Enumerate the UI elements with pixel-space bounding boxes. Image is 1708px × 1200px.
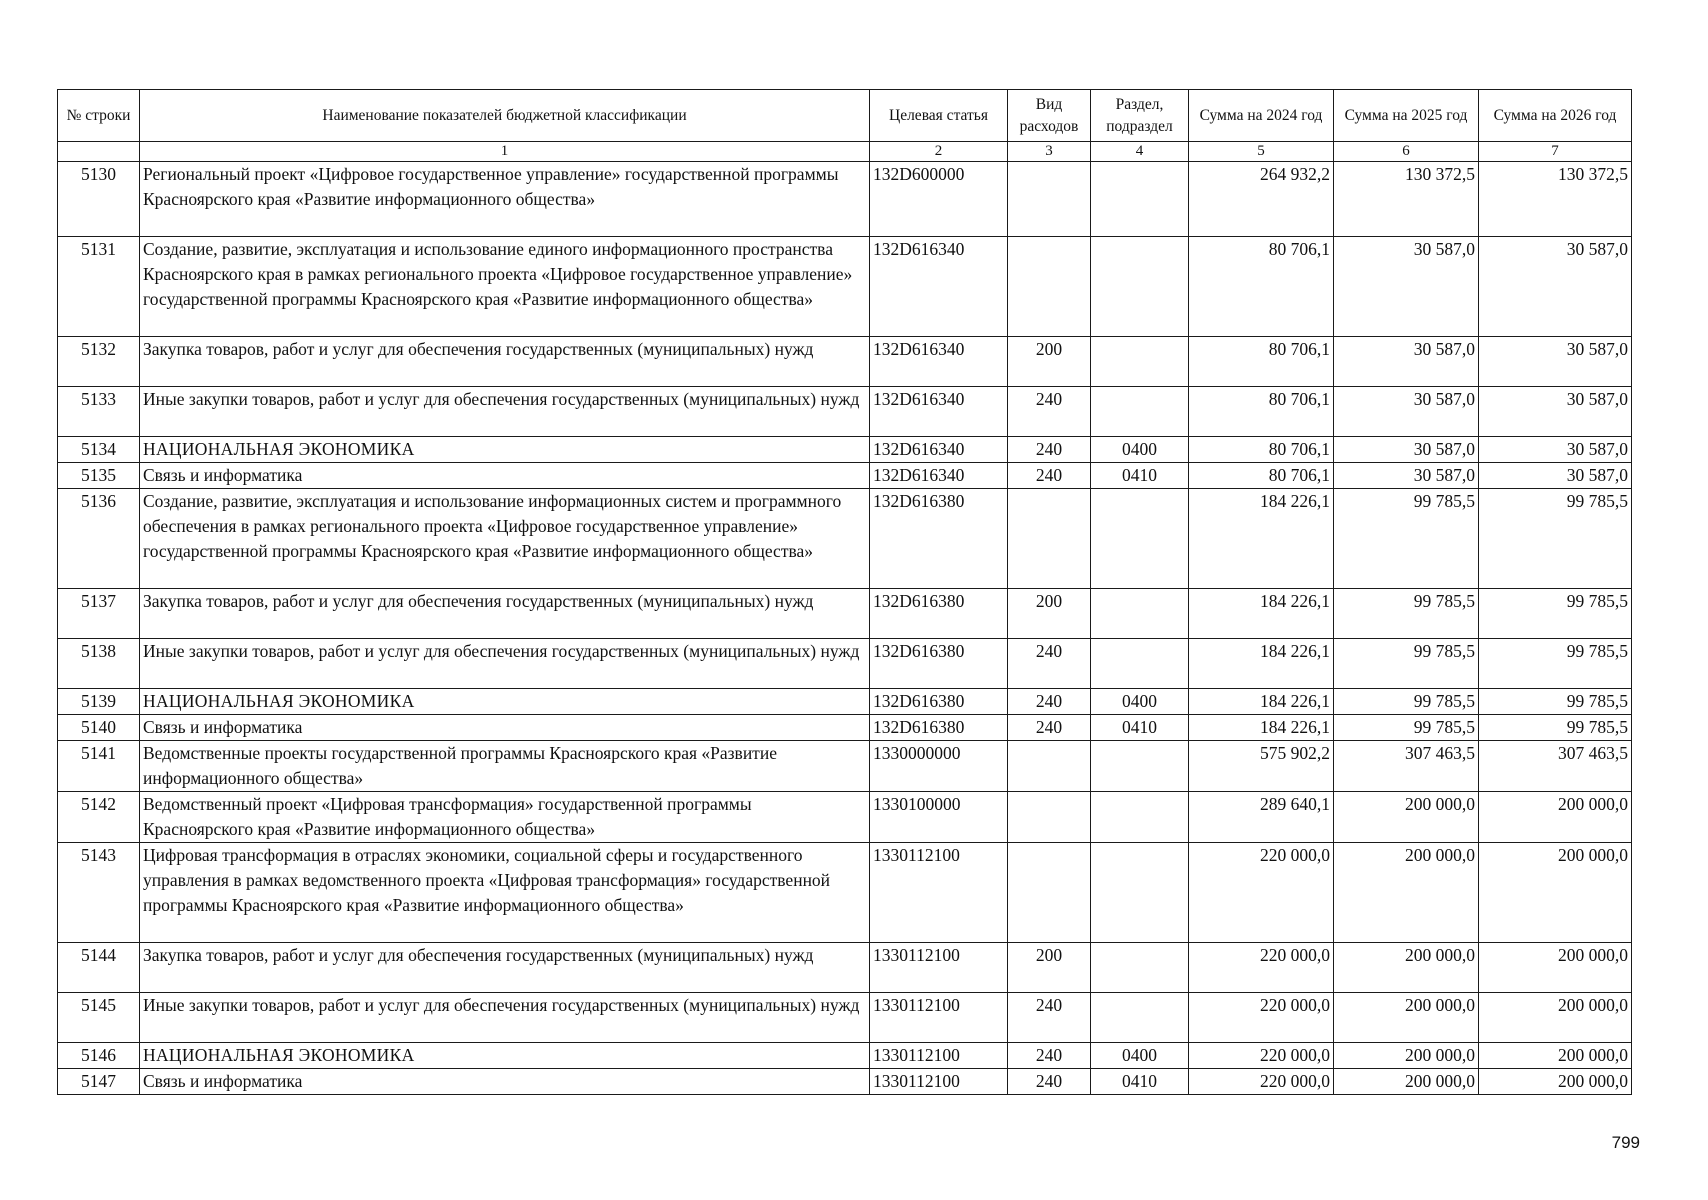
row-section bbox=[1091, 387, 1189, 437]
row-target-article: 132D616380 bbox=[870, 489, 1008, 589]
row-name: Связь и информатика bbox=[140, 463, 870, 489]
row-sum-2026: 30 587,0 bbox=[1479, 463, 1632, 489]
row-sum-2024: 80 706,1 bbox=[1189, 237, 1334, 337]
table-row bbox=[58, 943, 1632, 993]
row-section: 0410 bbox=[1091, 1069, 1189, 1095]
row-name: Ведомственный проект «Цифровая трансформация» государственной программы Красноярского края «Развитие информационного общества» bbox=[140, 792, 870, 843]
table-row bbox=[58, 715, 1632, 741]
row-sum-2025: 30 587,0 bbox=[1334, 337, 1479, 387]
row-expense-type bbox=[1008, 237, 1091, 337]
row-sum-2024: 184 226,1 bbox=[1189, 489, 1334, 589]
table-row bbox=[58, 237, 1632, 337]
row-name: Цифровая трансформация в отраслях экономики, социальной сферы и государственного управления в рамках ведомственного проекта «Цифровая трансформация» государственной программы Красноярского края «Развитие информационного общества» bbox=[140, 843, 870, 943]
table-row bbox=[58, 689, 1632, 715]
row-sum-2024: 80 706,1 bbox=[1189, 337, 1334, 387]
column-number: 5 bbox=[1189, 142, 1334, 162]
row-number: 5144 bbox=[58, 943, 140, 993]
row-target-article: 1330112100 bbox=[870, 943, 1008, 993]
row-expense-type bbox=[1008, 843, 1091, 943]
table-row bbox=[58, 337, 1632, 387]
row-name: Создание, развитие, эксплуатация и использование информационных систем и программного обеспечения в рамках регионального проекта «Цифровое государственное управление» государственной программы Красноярского края «Развитие информационного общества» bbox=[140, 489, 870, 589]
row-section: 0400 bbox=[1091, 437, 1189, 463]
row-section: 0400 bbox=[1091, 689, 1189, 715]
row-sum-2025: 30 587,0 bbox=[1334, 237, 1479, 337]
row-name: Иные закупки товаров, работ и услуг для обеспечения государственных (муниципальных) нужд bbox=[140, 639, 870, 689]
row-sum-2024: 575 902,2 bbox=[1189, 741, 1334, 792]
column-number: 4 bbox=[1091, 142, 1189, 162]
row-sum-2024: 220 000,0 bbox=[1189, 843, 1334, 943]
row-section bbox=[1091, 337, 1189, 387]
row-sum-2024: 289 640,1 bbox=[1189, 792, 1334, 843]
row-section bbox=[1091, 843, 1189, 943]
row-number: 5147 bbox=[58, 1069, 140, 1095]
row-expense-type: 240 bbox=[1008, 993, 1091, 1043]
row-name: Иные закупки товаров, работ и услуг для обеспечения государственных (муниципальных) нужд bbox=[140, 387, 870, 437]
row-expense-type: 240 bbox=[1008, 689, 1091, 715]
row-section: 0410 bbox=[1091, 715, 1189, 741]
column-number: 3 bbox=[1008, 142, 1091, 162]
row-expense-type: 240 bbox=[1008, 1043, 1091, 1069]
table-row bbox=[58, 843, 1632, 943]
row-target-article: 132D600000 bbox=[870, 162, 1008, 237]
row-sum-2024: 184 226,1 bbox=[1189, 589, 1334, 639]
table-header bbox=[58, 90, 1632, 162]
row-expense-type: 200 bbox=[1008, 943, 1091, 993]
column-number: 7 bbox=[1479, 142, 1632, 162]
row-target-article: 132D616380 bbox=[870, 589, 1008, 639]
row-target-article: 1330000000 bbox=[870, 741, 1008, 792]
column-number: 6 bbox=[1334, 142, 1479, 162]
row-sum-2025: 99 785,5 bbox=[1334, 489, 1479, 589]
header-name: Наименование показателей бюджетной классификации bbox=[140, 90, 870, 142]
row-number: 5138 bbox=[58, 639, 140, 689]
row-sum-2026: 99 785,5 bbox=[1479, 715, 1632, 741]
row-sum-2025: 30 587,0 bbox=[1334, 387, 1479, 437]
table-row bbox=[58, 489, 1632, 589]
row-number: 5146 bbox=[58, 1043, 140, 1069]
table-row bbox=[58, 463, 1632, 489]
row-target-article: 1330112100 bbox=[870, 843, 1008, 943]
row-name: Закупка товаров, работ и услуг для обеспечения государственных (муниципальных) нужд bbox=[140, 337, 870, 387]
row-section bbox=[1091, 489, 1189, 589]
budget-table bbox=[57, 89, 1632, 1095]
row-target-article: 132D616340 bbox=[870, 237, 1008, 337]
column-number-blank bbox=[58, 142, 140, 162]
row-sum-2025: 30 587,0 bbox=[1334, 463, 1479, 489]
column-number: 2 bbox=[870, 142, 1008, 162]
column-number-row bbox=[58, 142, 1632, 162]
table-row bbox=[58, 741, 1632, 792]
row-name: НАЦИОНАЛЬНАЯ ЭКОНОМИКА bbox=[140, 689, 870, 715]
row-sum-2025: 30 587,0 bbox=[1334, 437, 1479, 463]
row-target-article: 132D616340 bbox=[870, 387, 1008, 437]
row-expense-type: 240 bbox=[1008, 1069, 1091, 1095]
row-number: 5139 bbox=[58, 689, 140, 715]
row-sum-2026: 200 000,0 bbox=[1479, 993, 1632, 1043]
row-sum-2025: 99 785,5 bbox=[1334, 589, 1479, 639]
table-row bbox=[58, 387, 1632, 437]
row-sum-2026: 200 000,0 bbox=[1479, 843, 1632, 943]
row-expense-type: 200 bbox=[1008, 337, 1091, 387]
row-sum-2026: 200 000,0 bbox=[1479, 943, 1632, 993]
row-sum-2025: 200 000,0 bbox=[1334, 792, 1479, 843]
row-section bbox=[1091, 792, 1189, 843]
row-number: 5133 bbox=[58, 387, 140, 437]
row-target-article: 132D616340 bbox=[870, 463, 1008, 489]
row-sum-2026: 30 587,0 bbox=[1479, 237, 1632, 337]
row-number: 5134 bbox=[58, 437, 140, 463]
row-sum-2025: 200 000,0 bbox=[1334, 993, 1479, 1043]
row-number: 5145 bbox=[58, 993, 140, 1043]
row-number: 5142 bbox=[58, 792, 140, 843]
row-section bbox=[1091, 589, 1189, 639]
row-sum-2024: 184 226,1 bbox=[1189, 639, 1334, 689]
row-expense-type: 200 bbox=[1008, 589, 1091, 639]
row-sum-2024: 80 706,1 bbox=[1189, 387, 1334, 437]
row-number: 5135 bbox=[58, 463, 140, 489]
row-expense-type bbox=[1008, 162, 1091, 237]
row-sum-2025: 307 463,5 bbox=[1334, 741, 1479, 792]
header-sum-2026: Сумма на 2026 год bbox=[1479, 90, 1632, 142]
row-number: 5140 bbox=[58, 715, 140, 741]
row-sum-2026: 30 587,0 bbox=[1479, 337, 1632, 387]
row-target-article: 132D616380 bbox=[870, 715, 1008, 741]
row-section: 0400 bbox=[1091, 1043, 1189, 1069]
row-number: 5131 bbox=[58, 237, 140, 337]
row-sum-2025: 99 785,5 bbox=[1334, 689, 1479, 715]
row-name: Иные закупки товаров, работ и услуг для обеспечения государственных (муниципальных) нужд bbox=[140, 993, 870, 1043]
row-expense-type: 240 bbox=[1008, 437, 1091, 463]
row-name: Связь и информатика bbox=[140, 715, 870, 741]
header-expense-type: Вид расходов bbox=[1008, 90, 1091, 142]
row-sum-2024: 220 000,0 bbox=[1189, 1043, 1334, 1069]
row-number: 5132 bbox=[58, 337, 140, 387]
row-target-article: 132D616340 bbox=[870, 337, 1008, 387]
table-row bbox=[58, 1069, 1632, 1095]
row-sum-2026: 99 785,5 bbox=[1479, 489, 1632, 589]
row-expense-type: 240 bbox=[1008, 639, 1091, 689]
row-sum-2024: 184 226,1 bbox=[1189, 689, 1334, 715]
row-target-article: 132D616340 bbox=[870, 437, 1008, 463]
row-name: Закупка товаров, работ и услуг для обеспечения государственных (муниципальных) нужд bbox=[140, 589, 870, 639]
row-sum-2026: 99 785,5 bbox=[1479, 639, 1632, 689]
row-target-article: 1330112100 bbox=[870, 1069, 1008, 1095]
row-target-article: 1330112100 bbox=[870, 993, 1008, 1043]
row-sum-2026: 200 000,0 bbox=[1479, 1043, 1632, 1069]
row-name: Связь и информатика bbox=[140, 1069, 870, 1095]
row-sum-2025: 99 785,5 bbox=[1334, 639, 1479, 689]
row-sum-2024: 220 000,0 bbox=[1189, 943, 1334, 993]
table-row bbox=[58, 162, 1632, 237]
row-sum-2026: 30 587,0 bbox=[1479, 437, 1632, 463]
row-sum-2025: 99 785,5 bbox=[1334, 715, 1479, 741]
row-name: НАЦИОНАЛЬНАЯ ЭКОНОМИКА bbox=[140, 1043, 870, 1069]
row-expense-type: 240 bbox=[1008, 463, 1091, 489]
row-sum-2024: 80 706,1 bbox=[1189, 437, 1334, 463]
row-sum-2025: 200 000,0 bbox=[1334, 843, 1479, 943]
table-body bbox=[58, 162, 1632, 1095]
row-name: НАЦИОНАЛЬНАЯ ЭКОНОМИКА bbox=[140, 437, 870, 463]
row-target-article: 1330100000 bbox=[870, 792, 1008, 843]
row-section bbox=[1091, 162, 1189, 237]
table-row bbox=[58, 639, 1632, 689]
row-target-article: 132D616380 bbox=[870, 689, 1008, 715]
row-expense-type: 240 bbox=[1008, 715, 1091, 741]
row-sum-2026: 99 785,5 bbox=[1479, 589, 1632, 639]
row-sum-2025: 130 372,5 bbox=[1334, 162, 1479, 237]
header-sum-2024: Сумма на 2024 год bbox=[1189, 90, 1334, 142]
header-section: Раздел, подраздел bbox=[1091, 90, 1189, 142]
header-sum-2025: Сумма на 2025 год bbox=[1334, 90, 1479, 142]
header-target-article: Целевая статья bbox=[870, 90, 1008, 142]
row-sum-2024: 220 000,0 bbox=[1189, 1069, 1334, 1095]
row-name: Региональный проект «Цифровое государственное управление» государственной программы Красноярского края «Развитие информационного общества» bbox=[140, 162, 870, 237]
row-sum-2026: 30 587,0 bbox=[1479, 387, 1632, 437]
row-sum-2024: 80 706,1 bbox=[1189, 463, 1334, 489]
row-section bbox=[1091, 237, 1189, 337]
header-row-number: № строки bbox=[58, 90, 140, 142]
row-section: 0410 bbox=[1091, 463, 1189, 489]
row-expense-type bbox=[1008, 489, 1091, 589]
row-number: 5137 bbox=[58, 589, 140, 639]
row-sum-2026: 130 372,5 bbox=[1479, 162, 1632, 237]
table-row bbox=[58, 437, 1632, 463]
row-name: Ведомственные проекты государственной программы Красноярского края «Развитие информационного общества» bbox=[140, 741, 870, 792]
row-name: Закупка товаров, работ и услуг для обеспечения государственных (муниципальных) нужд bbox=[140, 943, 870, 993]
row-sum-2025: 200 000,0 bbox=[1334, 1069, 1479, 1095]
row-section bbox=[1091, 993, 1189, 1043]
row-section bbox=[1091, 639, 1189, 689]
row-sum-2024: 264 932,2 bbox=[1189, 162, 1334, 237]
row-expense-type bbox=[1008, 741, 1091, 792]
table-row bbox=[58, 792, 1632, 843]
row-sum-2024: 220 000,0 bbox=[1189, 993, 1334, 1043]
row-number: 5130 bbox=[58, 162, 140, 237]
row-section bbox=[1091, 943, 1189, 993]
row-sum-2026: 99 785,5 bbox=[1479, 689, 1632, 715]
row-expense-type bbox=[1008, 792, 1091, 843]
table-row bbox=[58, 993, 1632, 1043]
row-sum-2026: 307 463,5 bbox=[1479, 741, 1632, 792]
row-number: 5136 bbox=[58, 489, 140, 589]
row-section bbox=[1091, 741, 1189, 792]
page-number: 799 bbox=[1611, 1133, 1640, 1152]
row-expense-type: 240 bbox=[1008, 387, 1091, 437]
row-name: Создание, развитие, эксплуатация и использование единого информационного пространства Красноярского края в рамках регионального проекта «Цифровое государственное управление» государственной программы Красноярского края «Развитие информационного общества» bbox=[140, 237, 870, 337]
table-row bbox=[58, 589, 1632, 639]
row-sum-2025: 200 000,0 bbox=[1334, 943, 1479, 993]
row-number: 5141 bbox=[58, 741, 140, 792]
row-number: 5143 bbox=[58, 843, 140, 943]
row-sum-2026: 200 000,0 bbox=[1479, 1069, 1632, 1095]
row-target-article: 132D616380 bbox=[870, 639, 1008, 689]
row-sum-2025: 200 000,0 bbox=[1334, 1043, 1479, 1069]
row-sum-2024: 184 226,1 bbox=[1189, 715, 1334, 741]
column-number: 1 bbox=[140, 142, 870, 162]
table-row bbox=[58, 1043, 1632, 1069]
row-target-article: 1330112100 bbox=[870, 1043, 1008, 1069]
row-sum-2026: 200 000,0 bbox=[1479, 792, 1632, 843]
